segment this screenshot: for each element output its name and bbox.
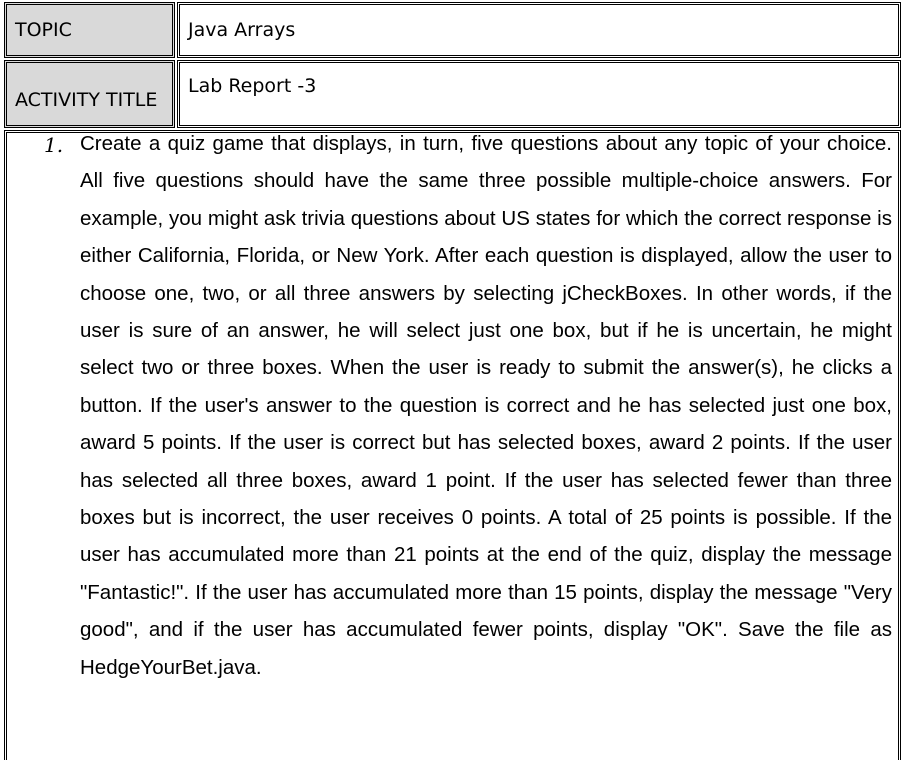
topic-label: TOPIC (4, 2, 175, 58)
activity-title-row (4, 60, 901, 128)
list-item-number: 1. (44, 133, 64, 157)
topic-row (4, 2, 901, 58)
activity-title-value: Lab Report -3 (177, 60, 901, 128)
topic-value: Java Arrays (177, 2, 901, 58)
activity-title-label: ACTIVITY TITLE (4, 60, 175, 128)
list-item-text: Create a quiz game that displays, in turn, five questions about any topic of your choice. All five questions should have the same three possible multiple-choice answers. For example, you might ask trivia questions about US states for which the correct response is either California, Florida, or New York. After each question is displayed, allow the user to choose one, two, or all three answers by selecting jCheckBoxes. In other words, if the user is sure of an answer, he will select just one box, but if he is uncertain, he might select two or three boxes. When the user is ready to submit the answer(s), he clicks a button. If the user's answer to the question is correct and he has selected just one box, award 5 points. If the user is correct but has selected boxes, award 2 points. If the user has selected all three boxes, award 1 point. If the user has selected fewer than three boxes but is incorrect, the user receives 0 points. A total of 25 points is possible. If the user has accumulated more than 21 points at the end of the quiz, display the message "Fantastic!". If the user has accumulated more than 15 points, display the message "Very good", and if the user has accumulated fewer points, display "OK". Save the file as HedgeYourBet.java. (80, 132, 892, 679)
